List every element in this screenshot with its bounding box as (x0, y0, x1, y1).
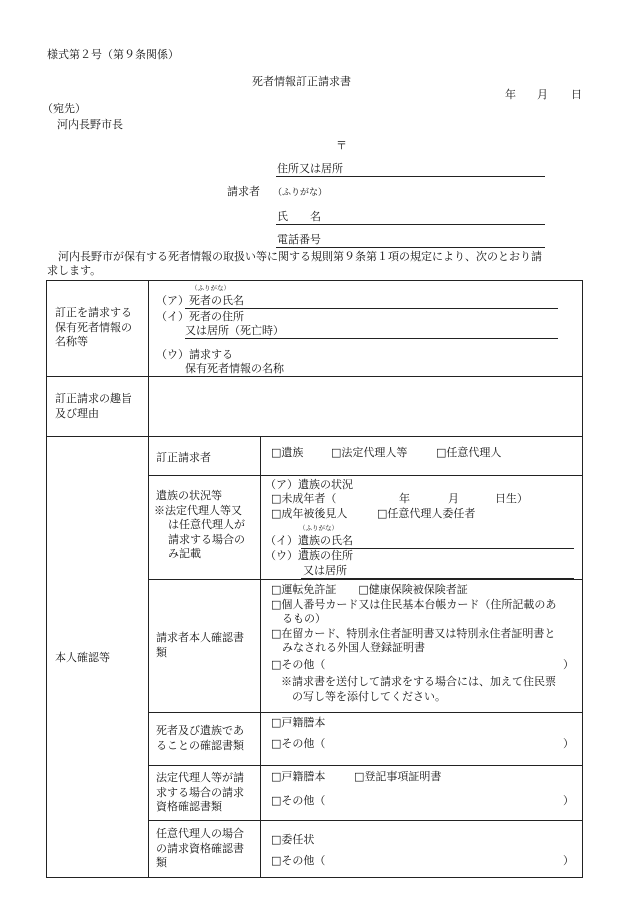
row-label-identity-check: 本人確認等 (55, 651, 110, 664)
legal-agent-docs-label: 法定代理人等が請 求する場合の請求 資格確認書類 (156, 771, 244, 813)
legal-agent-checkbox[interactable]: □法定代理人等 (331, 446, 408, 459)
table-divider (148, 820, 583, 821)
row-label-purpose-reason: 訂正請求の趣旨 及び理由 (55, 392, 132, 420)
id-doc-line: □在留カード、特別永住者証明書又は特別永住者証明書と (271, 626, 556, 640)
deceased-name-label: （ア）死者の氏名 (156, 294, 244, 307)
relation-other-close: ） (563, 737, 574, 750)
table-divider (46, 436, 583, 437)
table-border-top (46, 280, 583, 281)
address-field[interactable] (276, 176, 545, 177)
postal-mark: 〒 (336, 139, 347, 152)
table-divider (260, 436, 261, 878)
deceased-residence-label: 又は居所（死亡時） (185, 324, 284, 337)
intro-line-2: 求します。 (47, 264, 102, 277)
id-doc-other-close: ） (563, 658, 574, 671)
phone-field[interactable] (276, 247, 545, 248)
date-day-label: 日 (571, 88, 582, 101)
id-doc-other-checkbox[interactable]: □その他（ (271, 658, 326, 671)
voluntary-other-checkbox[interactable]: □その他（ (271, 854, 326, 867)
table-divider (148, 765, 583, 766)
bereaved-family-checkbox[interactable]: □遺族 (271, 446, 304, 459)
bereaved-status-heading: （ア）遺族の状況 (265, 478, 353, 491)
bereaved-address-label: （ウ）遺族の住所 (265, 549, 353, 562)
birth-year-label: 年 (399, 492, 410, 505)
phone-label: 電話番号 (277, 233, 321, 246)
relation-docs-label: 死者及び遺族であ ることの確認書類 (156, 724, 244, 752)
id-doc-line: □運転免許証 □健康保険被保険者証 (271, 583, 468, 596)
relation-other-checkbox[interactable]: □その他（ (271, 737, 326, 750)
power-of-attorney-checkbox[interactable]: □委任状 (271, 833, 315, 846)
birth-month-label: 月 (448, 492, 459, 505)
table-divider (148, 712, 583, 713)
bereaved-status-label: 遺族の状況等 ※法定代理人等又 は任意代理人が 請求する場合の み記載 (154, 489, 245, 560)
table-divider (148, 579, 583, 580)
voluntary-other-close: ） (563, 854, 574, 867)
document-title: 死者情報訂正請求書 (252, 75, 351, 88)
legal-other-close: ） (563, 794, 574, 807)
registry-certificate-checkbox[interactable]: □登記事項証明書 (354, 770, 442, 783)
voluntary-agent-checkbox[interactable]: □任意代理人 (436, 446, 502, 459)
requested-info-label: （ウ）請求する (156, 348, 233, 361)
bereaved-address-field[interactable] (301, 578, 574, 579)
deceased-address-field[interactable] (185, 338, 558, 339)
table-divider (148, 475, 583, 476)
deceased-name-field[interactable] (185, 308, 558, 309)
adult-ward-checkbox[interactable]: □成年被後見人 (271, 507, 348, 520)
requested-info-field[interactable] (185, 376, 558, 377)
requester-type-label: 訂正請求者 (156, 451, 211, 464)
date-year-label: 年 (505, 88, 516, 101)
addressee: 河内長野市長 (57, 118, 123, 131)
mail-note-line-2: の写し等を添付してください。 (292, 690, 446, 703)
purpose-reason-field[interactable] (152, 380, 577, 432)
requested-info-name-label: 保有死者情報の名称 (185, 362, 284, 375)
name-label: 氏 名 (277, 210, 321, 223)
deceased-furigana: （ふりがな） (191, 284, 230, 292)
legal-other-checkbox[interactable]: □その他（ (271, 794, 326, 807)
form-number: 様式第２号（第９条関係） (47, 48, 179, 61)
address-label: 住所又は居所 (277, 162, 343, 175)
deceased-address-label: （イ）死者の住所 (156, 310, 244, 323)
id-doc-line: □個人番号カード又は住民基本台帳カード（住所記載のあ (271, 597, 557, 611)
id-doc-line: るもの） (282, 612, 326, 625)
birth-day-label: 日生） (495, 492, 528, 505)
addressee-label: （宛先） (42, 102, 86, 115)
bereaved-furigana: （ふりがな） (299, 524, 338, 532)
voluntary-agent-docs-label: 任意代理人の場合 の請求資格確認書 類 (156, 827, 244, 869)
minor-checkbox[interactable]: □未成年者（ (271, 492, 337, 505)
table-border-left (46, 280, 47, 878)
id-doc-line: みなされる外国人登録証明書 (282, 641, 425, 654)
bereaved-name-label: （イ）遺族の氏名 (265, 534, 353, 547)
identity-doc-options[interactable] (271, 583, 556, 656)
intro-line-1: 河内長野市が保有する死者情報の取扱い等に関する規則第９条第１項の規定により、次のとおり請 (58, 250, 542, 263)
legal-family-register-checkbox[interactable]: □戸籍謄本 (271, 770, 326, 783)
relation-family-register-checkbox[interactable]: □戸籍謄本 (271, 716, 326, 729)
requester-furigana: （ふりがな） (273, 188, 328, 198)
row-label-target-info: 訂正を請求する 保有死者情報の 名称等 (55, 306, 132, 348)
bereaved-residence-label: 又は居所 (303, 564, 347, 577)
delegator-checkbox[interactable]: □任意代理人委任者 (377, 507, 476, 520)
table-border-bottom (46, 877, 583, 878)
name-field[interactable] (276, 224, 545, 225)
identity-docs-label: 請求者本人確認書 類 (156, 631, 244, 659)
mail-note-line-1: ※請求書を送付して請求をする場合には、加えて住民票 (281, 675, 556, 688)
date-month-label: 月 (537, 88, 548, 101)
requester-label: 請求者 (227, 185, 260, 198)
